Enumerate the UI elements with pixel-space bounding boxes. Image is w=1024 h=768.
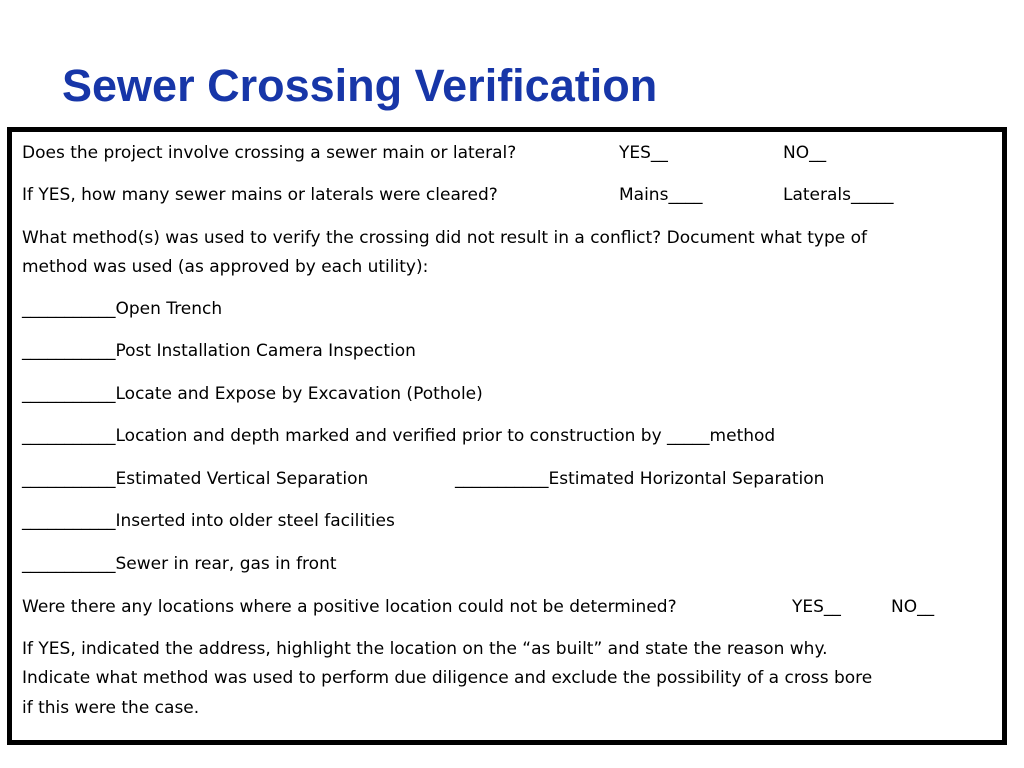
- q1-question: Does the project involve crossing a sewer main or lateral?: [22, 143, 517, 163]
- method-horizontal-separation: ___________Estimated Horizontal Separation: [455, 469, 825, 489]
- method-older-steel: ___________Inserted into older steel facilities: [22, 511, 395, 531]
- method-locate-expose: ___________Locate and Expose by Excavation (Pothole): [22, 384, 483, 404]
- method-camera-inspection: ___________Post Installation Camera Inspection: [22, 341, 416, 361]
- method-open-trench: ___________Open Trench: [22, 299, 223, 319]
- q1-no: NO__: [783, 143, 827, 163]
- q4-no: NO__: [891, 597, 935, 617]
- q2-mains: Mains____: [619, 185, 703, 205]
- q5-line-1: If YES, indicated the address, highlight the location on the “as built” and state the reason why.: [22, 639, 828, 659]
- q5-line-2: Indicate what method was used to perform due diligence and exclude the possibility of a cross bore: [22, 668, 873, 688]
- q3-line-2: method was used (as approved by each utility):: [22, 257, 429, 277]
- verification-form: [7, 127, 1007, 745]
- q2-question: If YES, how many sewer mains or laterals were cleared?: [22, 185, 498, 205]
- q3-line-1: What method(s) was used to verify the crossing did not result in a conflict? Document what type of: [22, 228, 868, 248]
- q2-laterals: Laterals_____: [783, 185, 894, 205]
- q4-question: Were there any locations where a positive location could not be determined?: [22, 597, 677, 617]
- method-vertical-separation: ___________Estimated Vertical Separation: [22, 469, 369, 489]
- method-location-depth: ___________Location and depth marked and verified prior to construction by _____method: [22, 426, 776, 446]
- q4-yes: YES__: [792, 597, 841, 617]
- method-sewer-rear: ___________Sewer in rear, gas in front: [22, 554, 337, 574]
- slide-title: Sewer Crossing Verification: [62, 60, 658, 111]
- q5-line-3: if this were the case.: [22, 698, 200, 718]
- q1-yes: YES__: [619, 143, 668, 163]
